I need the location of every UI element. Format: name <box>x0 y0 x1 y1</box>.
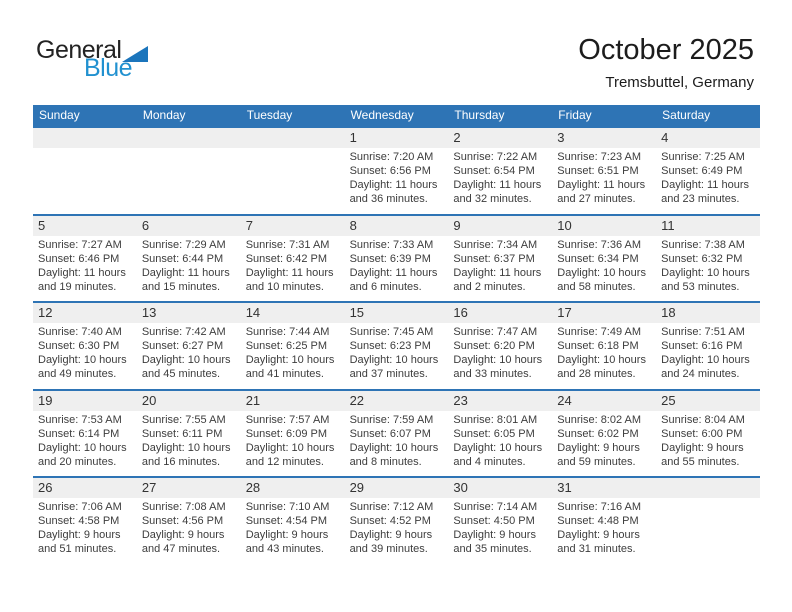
day-number: 12 <box>38 305 53 320</box>
day-details-row <box>33 323 760 381</box>
location-subtitle: Tremsbuttel, Germany <box>605 74 754 92</box>
sunrise-text: Sunrise: 7:36 AM <box>557 238 642 251</box>
day-cell <box>137 411 241 469</box>
sunrise-text: Sunrise: 8:02 AM <box>557 413 642 426</box>
empty-day-number <box>241 128 345 148</box>
sunset-text: Sunset: 6:20 PM <box>453 340 535 352</box>
sunset-text: Sunset: 6:42 PM <box>245 252 328 265</box>
sunset-text: Sunset: 6:46 PM <box>38 252 120 265</box>
day-details-row <box>33 411 760 469</box>
sunset-text: Sunset: 6:14 PM <box>38 427 120 440</box>
daylight-text: Daylight: 10 hours and 33 minutes. <box>453 354 543 380</box>
month-title: October 2025 <box>578 34 754 66</box>
day-cell <box>33 236 137 294</box>
daylight-text: Daylight: 9 hours and 35 minutes. <box>453 529 536 555</box>
daylight-text: Daylight: 11 hours and 23 minutes. <box>661 179 749 205</box>
day-number: 19 <box>38 392 53 408</box>
sunset-text: Sunset: 6:49 PM <box>661 165 743 177</box>
sunrise-text: Sunrise: 7:20 AM <box>349 151 434 163</box>
sunset-text: Sunset: 6:09 PM <box>245 427 328 440</box>
day-cell <box>656 236 760 294</box>
header-titles <box>578 34 754 91</box>
day-number: 9 <box>453 217 461 233</box>
day-number-band <box>33 216 760 236</box>
sunrise-text: Sunrise: 7:29 AM <box>141 238 226 251</box>
empty-day-number <box>137 128 241 148</box>
daylight-text: Daylight: 10 hours and 8 minutes. <box>349 441 439 468</box>
sunrise-text: Sunrise: 7:06 AM <box>38 501 122 513</box>
day-details-row <box>33 236 760 294</box>
sunset-text: Sunset: 6:37 PM <box>453 252 535 265</box>
sunrise-text: Sunrise: 7:42 AM <box>141 326 226 338</box>
day-cell <box>656 323 760 381</box>
weekday-header-thursday: Thursday <box>454 108 505 122</box>
day-number-band <box>33 391 760 411</box>
sunrise-text: Sunrise: 7:10 AM <box>245 501 330 513</box>
weekday-header-tuesday: Tuesday <box>246 108 293 122</box>
sunrise-text: Sunrise: 7:57 AM <box>245 413 330 426</box>
sunrise-text: Sunrise: 7:38 AM <box>661 238 745 251</box>
day-cell <box>345 236 449 294</box>
daylight-text: Daylight: 11 hours and 6 minutes. <box>349 266 438 293</box>
sunset-text: Sunset: 6:51 PM <box>557 165 639 177</box>
daylight-text: Daylight: 9 hours and 59 minutes. <box>557 441 640 468</box>
day-number: 25 <box>661 392 676 408</box>
day-number: 28 <box>245 480 261 495</box>
day-number: 14 <box>245 305 261 320</box>
day-cell <box>33 498 137 556</box>
day-number: 8 <box>349 217 357 233</box>
daylight-text: Daylight: 11 hours and 15 minutes. <box>141 266 230 293</box>
sunrise-text: Sunrise: 7:55 AM <box>141 413 226 426</box>
day-cell <box>552 148 656 206</box>
sunrise-text: Sunrise: 7:08 AM <box>141 501 226 513</box>
sunset-text: Sunset: 4:48 PM <box>557 515 639 527</box>
sunrise-text: Sunrise: 7:33 AM <box>349 238 434 251</box>
sunrise-text: Sunrise: 7:22 AM <box>453 151 538 163</box>
daylight-text: Daylight: 10 hours and 12 minutes. <box>245 441 335 468</box>
sunset-text: Sunset: 4:52 PM <box>349 515 431 527</box>
day-cell <box>448 323 552 381</box>
sunrise-text: Sunrise: 7:53 AM <box>38 413 122 426</box>
weekday-header-saturday: Saturday <box>662 108 711 122</box>
sunrise-text: Sunrise: 7:49 AM <box>557 326 642 338</box>
sunset-text: Sunset: 6:23 PM <box>349 340 431 352</box>
day-number: 30 <box>453 480 468 495</box>
week-row-4 <box>33 389 760 477</box>
daylight-text: Daylight: 10 hours and 49 minutes. <box>38 354 127 380</box>
empty-day-cell <box>33 148 137 206</box>
day-number: 31 <box>557 480 572 495</box>
day-details-row <box>33 148 760 206</box>
daylight-text: Daylight: 10 hours and 28 minutes. <box>557 354 646 380</box>
sunset-text: Sunset: 6:30 PM <box>38 340 120 352</box>
calendar-table <box>33 105 760 564</box>
sunset-text: Sunset: 6:56 PM <box>349 165 431 177</box>
daylight-text: Daylight: 9 hours and 47 minutes. <box>141 529 225 555</box>
day-number: 21 <box>245 392 261 408</box>
daylight-text: Daylight: 11 hours and 19 minutes. <box>38 266 126 293</box>
daylight-text: Daylight: 9 hours and 39 minutes. <box>349 529 433 555</box>
day-number: 5 <box>38 217 46 233</box>
sunrise-text: Sunrise: 8:01 AM <box>453 413 538 426</box>
daylight-text: Daylight: 10 hours and 53 minutes. <box>661 266 750 293</box>
day-cell <box>345 498 449 556</box>
day-cell <box>241 498 345 556</box>
sunset-text: Sunset: 6:00 PM <box>661 427 743 440</box>
day-number: 11 <box>661 217 675 233</box>
daylight-text: Daylight: 9 hours and 43 minutes. <box>245 529 329 555</box>
empty-day-cell <box>241 148 345 206</box>
day-cell <box>241 323 345 381</box>
sunrise-text: Sunrise: 7:25 AM <box>661 151 745 163</box>
day-number: 18 <box>661 305 676 320</box>
sunrise-text: Sunrise: 7:23 AM <box>557 151 642 163</box>
week-row-3 <box>33 301 760 389</box>
sunrise-text: Sunrise: 7:40 AM <box>38 326 122 338</box>
empty-day-number <box>33 128 137 148</box>
sunrise-text: Sunrise: 7:45 AM <box>349 326 434 338</box>
sunset-text: Sunset: 6:27 PM <box>141 340 224 352</box>
sunset-text: Sunset: 6:11 PM <box>141 427 223 440</box>
sunset-text: Sunset: 6:32 PM <box>661 252 743 265</box>
day-cell <box>552 498 656 556</box>
day-cell <box>552 411 656 469</box>
day-number: 10 <box>557 217 572 233</box>
sunrise-text: Sunrise: 7:31 AM <box>245 238 330 251</box>
daylight-text: Daylight: 9 hours and 51 minutes. <box>38 529 121 555</box>
day-cell <box>448 411 552 469</box>
daylight-text: Daylight: 11 hours and 27 minutes. <box>557 179 646 205</box>
day-cell <box>241 236 345 294</box>
day-number: 29 <box>349 480 365 495</box>
sunset-text: Sunset: 6:07 PM <box>349 427 431 440</box>
sunset-text: Sunset: 6:05 PM <box>453 427 535 440</box>
day-number: 16 <box>453 305 468 320</box>
sunrise-text: Sunrise: 7:14 AM <box>453 501 538 513</box>
sunset-text: Sunset: 4:50 PM <box>453 515 535 527</box>
day-cell <box>656 411 760 469</box>
daylight-text: Daylight: 10 hours and 37 minutes. <box>349 354 439 380</box>
weekday-header-row <box>33 105 760 126</box>
sunrise-text: Sunrise: 7:51 AM <box>661 326 745 338</box>
day-cell <box>448 236 552 294</box>
day-cell <box>552 236 656 294</box>
day-number: 4 <box>661 130 669 145</box>
day-cell <box>552 323 656 381</box>
day-number: 24 <box>557 392 572 408</box>
empty-day-number <box>656 478 760 498</box>
day-cell <box>448 148 552 206</box>
sunrise-text: Sunrise: 7:34 AM <box>453 238 538 251</box>
weekday-header-sunday: Sunday <box>39 108 80 122</box>
sunset-text: Sunset: 6:25 PM <box>245 340 328 352</box>
weekday-header-wednesday: Wednesday <box>350 108 414 122</box>
day-number: 1 <box>349 130 357 145</box>
daylight-text: Daylight: 10 hours and 45 minutes. <box>141 354 231 380</box>
daylight-text: Daylight: 10 hours and 16 minutes. <box>141 441 231 468</box>
day-number: 2 <box>453 130 461 145</box>
day-details-row <box>33 498 760 556</box>
sunset-text: Sunset: 6:39 PM <box>349 252 431 265</box>
sunrise-text: Sunrise: 7:47 AM <box>453 326 538 338</box>
day-cell <box>33 411 137 469</box>
week-row-1 <box>33 126 760 214</box>
weekday-header-monday: Monday <box>142 108 186 122</box>
sunset-text: Sunset: 4:58 PM <box>38 515 120 527</box>
day-number-band <box>33 128 760 148</box>
daylight-text: Daylight: 9 hours and 31 minutes. <box>557 529 640 555</box>
logo-text-blue: Blue <box>84 54 133 82</box>
day-number: 26 <box>38 480 53 495</box>
day-number: 17 <box>557 305 572 320</box>
weekday-header-friday: Friday <box>558 108 592 122</box>
daylight-text: Daylight: 11 hours and 32 minutes. <box>453 179 542 205</box>
day-number: 20 <box>141 392 157 408</box>
sunrise-text: Sunrise: 7:12 AM <box>349 501 434 513</box>
daylight-text: Daylight: 11 hours and 10 minutes. <box>245 266 334 293</box>
day-number-band <box>33 303 760 323</box>
sunset-text: Sunset: 6:34 PM <box>557 252 639 265</box>
daylight-text: Daylight: 10 hours and 58 minutes. <box>557 266 646 293</box>
empty-day-cell <box>137 148 241 206</box>
week-row-5 <box>33 476 760 564</box>
sunset-text: Sunset: 6:44 PM <box>141 252 224 265</box>
sunrise-text: Sunrise: 7:59 AM <box>349 413 434 426</box>
daylight-text: Daylight: 9 hours and 55 minutes. <box>661 441 744 468</box>
sunrise-text: Sunrise: 8:04 AM <box>661 413 745 426</box>
daylight-text: Daylight: 10 hours and 24 minutes. <box>661 354 750 380</box>
day-cell <box>345 148 449 206</box>
day-number: 3 <box>557 130 565 145</box>
day-number-band <box>33 478 760 498</box>
day-cell <box>33 323 137 381</box>
general-blue-logo <box>36 38 176 81</box>
sunset-text: Sunset: 6:16 PM <box>661 340 743 352</box>
day-number: 6 <box>141 217 150 233</box>
day-cell <box>345 411 449 469</box>
day-cell <box>137 236 241 294</box>
day-number: 13 <box>141 305 157 320</box>
daylight-text: Daylight: 11 hours and 36 minutes. <box>349 179 438 205</box>
day-number: 15 <box>349 305 365 320</box>
sunrise-text: Sunrise: 7:44 AM <box>245 326 330 338</box>
logo-text-general: General <box>36 36 122 64</box>
sunrise-text: Sunrise: 7:16 AM <box>557 501 642 513</box>
week-row-2 <box>33 214 760 302</box>
day-cell <box>656 148 760 206</box>
sunset-text: Sunset: 6:54 PM <box>453 165 535 177</box>
day-cell <box>448 498 552 556</box>
sunset-text: Sunset: 4:56 PM <box>141 515 224 527</box>
day-cell <box>137 498 241 556</box>
day-number: 23 <box>453 392 468 408</box>
sunset-text: Sunset: 6:18 PM <box>557 340 639 352</box>
daylight-text: Daylight: 10 hours and 4 minutes. <box>453 441 543 468</box>
sunset-text: Sunset: 4:54 PM <box>245 515 328 527</box>
empty-day-cell <box>656 498 760 556</box>
day-number: 27 <box>141 480 157 495</box>
day-cell <box>137 323 241 381</box>
sunrise-text: Sunrise: 7:27 AM <box>38 238 122 251</box>
day-number: 22 <box>349 392 365 408</box>
day-cell <box>345 323 449 381</box>
daylight-text: Daylight: 10 hours and 41 minutes. <box>245 354 335 380</box>
day-cell <box>241 411 345 469</box>
day-number: 7 <box>245 217 253 233</box>
daylight-text: Daylight: 10 hours and 20 minutes. <box>38 441 127 468</box>
daylight-text: Daylight: 11 hours and 2 minutes. <box>453 266 542 293</box>
sunset-text: Sunset: 6:02 PM <box>557 427 639 440</box>
